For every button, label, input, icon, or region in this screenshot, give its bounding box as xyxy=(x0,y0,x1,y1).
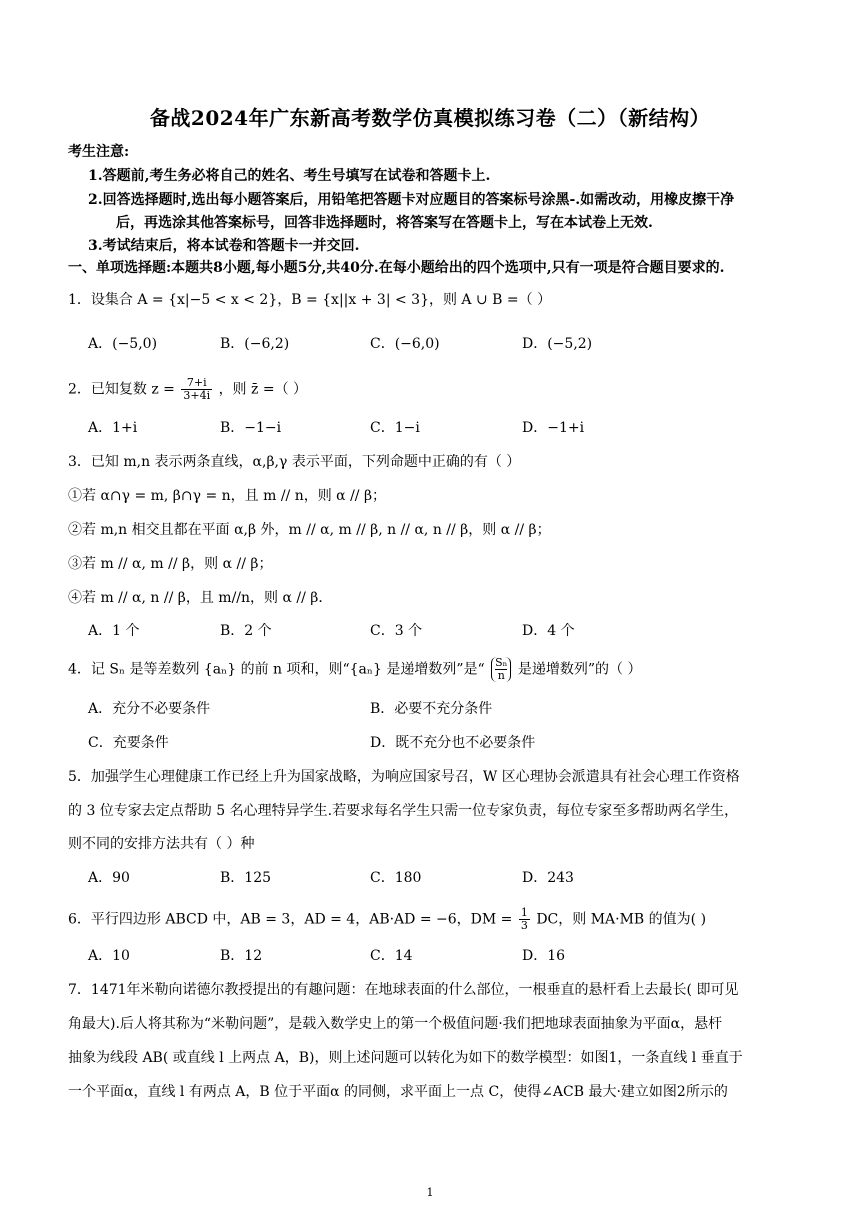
q1-option-c: C．(−6,0) xyxy=(370,336,440,352)
q3-statement-1: ①若 α∩γ = m, β∩γ = n，且 m // n，则 α // β； xyxy=(68,488,387,504)
q2-option-c: C．1−i xyxy=(370,420,420,436)
q4-option-a: A．充分不必要条件 xyxy=(88,701,211,717)
question-7-line-1: 7．1471年米勒向诺德尔教授提出的有趣问题：在地球表面的什么部位，一根垂直的悬杆看上去最长( 即可见 xyxy=(68,982,739,998)
q2-stem-start: 2．已知复数 z = xyxy=(68,381,175,398)
q6-fraction-denominator: 3 xyxy=(520,919,528,932)
q6-option-a: A．10 xyxy=(88,948,130,964)
q2-option-d: D．−1+i xyxy=(522,420,585,436)
q2-fraction-denominator: 3+4i xyxy=(183,389,211,402)
q3-statement-3: ③若 m // α, m // β，则 α // β； xyxy=(68,556,273,572)
notice-item-3: 3.考试结束后，将本试卷和答题卡一并交回. xyxy=(88,238,360,254)
q6-option-d: D．16 xyxy=(522,948,566,964)
q5-option-d: D．243 xyxy=(522,870,574,886)
q5-option-a: A．90 xyxy=(88,870,130,886)
notice-heading: 考生注意: xyxy=(68,144,130,160)
notice-item-2-cont: 后，再选涂其他答案标号，回答非选择题时，将答案写在答题卡上，写在本试卷上无效. xyxy=(116,215,653,231)
question-5-line-3: 则不同的安排方法共有（ ）种 xyxy=(68,836,255,852)
q3-option-b: B．2 个 xyxy=(220,623,272,639)
q6-option-c: C．14 xyxy=(370,948,413,964)
q3-option-a: A．1 个 xyxy=(88,623,140,639)
question-7-line-4: 一个平面α，直线 l 有两点 A，B 位于平面α 的同侧，求平面上一点 C，使得∠ACB 最大·建立如图2所示的 xyxy=(68,1084,728,1100)
q5-option-b: B．125 xyxy=(220,870,272,886)
page-title: 备战2024年广东新高考数学仿真模拟练习卷（二）（新结构） xyxy=(149,106,711,130)
question-6-stem xyxy=(68,907,706,932)
q5-option-c: C．180 xyxy=(370,870,422,886)
question-7-line-3: 抽象为线段 AB( 或直线 l 上两点 A，B)，则上述问题可以转化为如下的数学模型：如图1，一条直线 l 垂直于 xyxy=(68,1050,743,1066)
question-5-line-1: 5．加强学生心理健康工作已经上升为国家战略，为响应国家号召，W 区心理协会派遣具有社会心理工作资格 xyxy=(68,769,740,785)
q3-option-d: D．4 个 xyxy=(522,623,575,639)
q2-fraction-numerator: 7+i xyxy=(181,377,212,390)
notice-item-1: 1.答题前,考生务必将自己的姓名、考生号填写在试卷和答题卡上. xyxy=(88,168,491,184)
q4-sequence-fraction xyxy=(491,657,511,682)
q2-fraction xyxy=(181,377,212,402)
q1-option-a: A．(−5,0) xyxy=(88,336,158,352)
q6-fraction-numerator: 1 xyxy=(520,906,528,919)
q1-option-d: D．(−5,2) xyxy=(522,336,593,352)
notice-item-2: 2.回答选择题时,选出每小题答案后，用铅笔把答题卡对应题目的答案标号涂黑-.如需改动，用橡皮擦干净 xyxy=(88,192,735,208)
question-2-stem xyxy=(68,377,307,402)
question-3-stem: 3．已知 m,n 表示两条直线，α,β,γ 表示平面，下列命题中正确的有（ ） xyxy=(68,454,521,470)
q3-statement-4: ④若 m // α, n // β，且 m//n，则 α // β． xyxy=(68,590,333,606)
q6-stem-end: DC，则 MA·MB 的值为( ) xyxy=(536,911,707,928)
q4-option-d: D．既不充分也不必要条件 xyxy=(370,735,536,751)
q4-option-c: C．充要条件 xyxy=(88,735,169,751)
q4-fraction-denominator: n xyxy=(497,669,505,682)
q6-stem-start: 6．平行四边形 ABCD 中，AB = 3，AD = 4，AB·AD = −6，DM = xyxy=(68,911,513,928)
q4-option-b: B．必要不充分条件 xyxy=(370,701,493,717)
q4-stem-end: 是递增数列”的（ ） xyxy=(517,661,642,678)
question-4-stem xyxy=(68,657,641,682)
q6-fraction xyxy=(519,907,530,932)
q2-option-b: B．−1−i xyxy=(220,420,282,436)
q3-option-c: C．3 个 xyxy=(370,623,423,639)
q4-stem-start: 4．记 Sₙ 是等差数列 {aₙ} 的前 n 项和，则“{aₙ} 是递增数列”是“ xyxy=(68,661,485,678)
q1-option-b: B．(−6,2) xyxy=(220,336,290,352)
q2-option-a: A．1+i xyxy=(88,420,138,436)
q2-stem-end: ，则 z̄ =（ ） xyxy=(218,381,308,398)
q4-fraction-numerator: Sₙ xyxy=(495,656,508,669)
question-7-line-2: 角最大).后人将其称为“米勒问题”，是载入数学史上的第一个极值问题·我们把地球表面抽象为平面α，悬杆 xyxy=(68,1016,723,1032)
page-number: 1 xyxy=(426,1186,434,1199)
question-5-line-2: 的 3 位专家去定点帮助 5 名心理特异学生.若要求每名学生只需一位专家负责，每位专家至多帮助两名学生， xyxy=(68,803,739,819)
question-1-stem: 1．设集合 A = {x|−5 < x < 2}，B = {x||x + 3| < 3}，则 A ∪ B =（ ） xyxy=(68,292,552,308)
section-heading: 一、单项选择题:本题共8小题,每小题5分,共40分.在每小题给出的四个选项中,只有一项是符合题目要求的. xyxy=(68,260,725,276)
q3-statement-2: ②若 m,n 相交且都在平面 α,β 外，m // α, m // β, n // α, n // β，则 α // β； xyxy=(68,522,551,538)
q6-option-b: B．12 xyxy=(220,948,263,964)
